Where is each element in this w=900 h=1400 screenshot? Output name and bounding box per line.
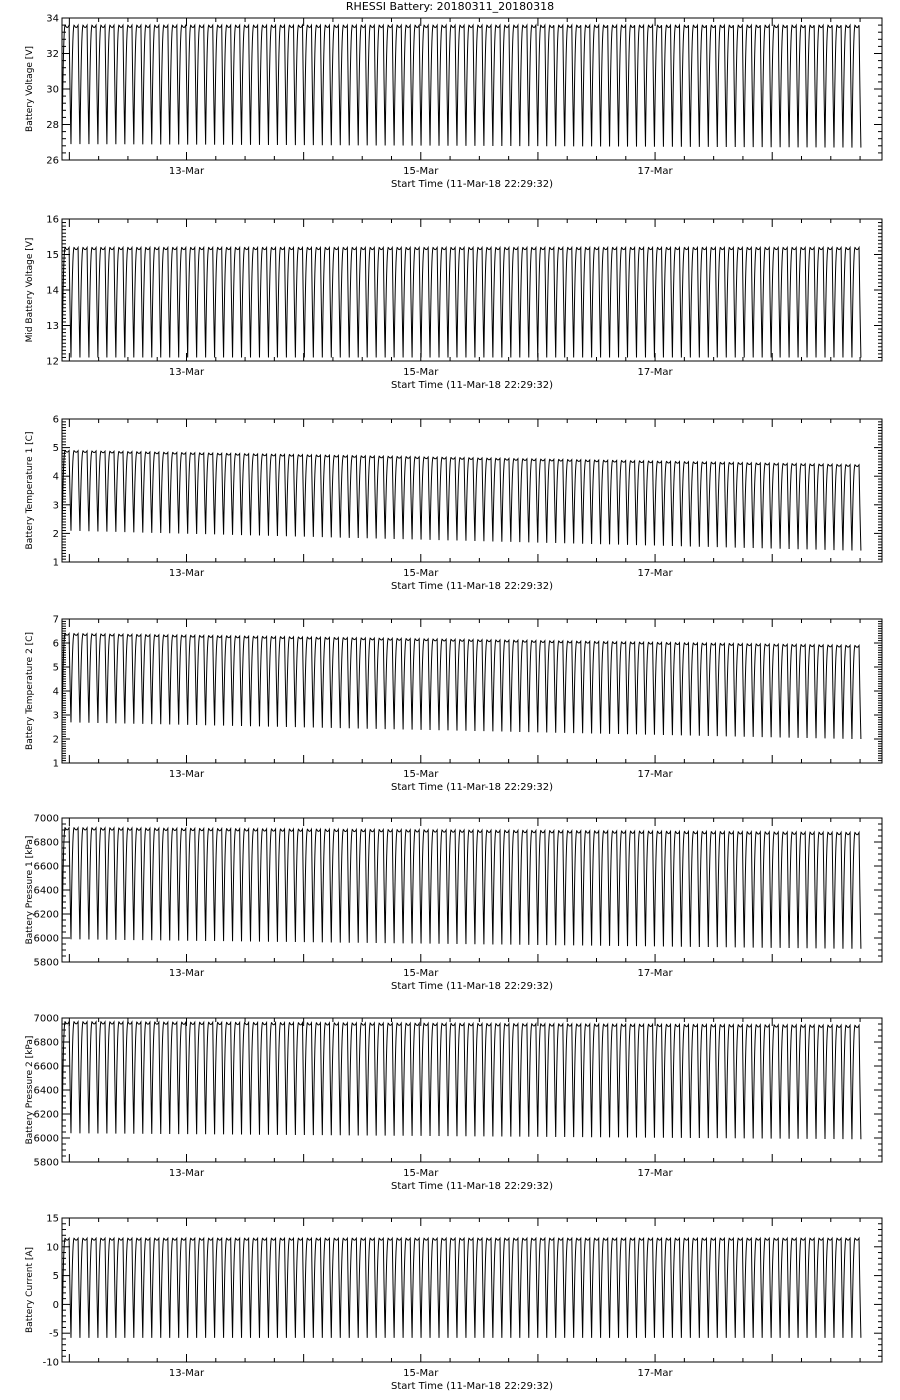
y-axis-label: Battery Current [A]: [25, 1246, 35, 1334]
x-tick-label: 13-Mar: [168, 568, 205, 579]
series-line: [62, 828, 861, 949]
y-tick-label: 34: [46, 13, 59, 25]
y-tick-label: 6200: [33, 909, 59, 921]
x-axis-label: Start Time (11-Mar-18 22:29:32): [390, 1181, 554, 1192]
x-tick-label: 13-Mar: [168, 968, 205, 979]
y-axis-label: Mid Battery Voltage [V]: [25, 237, 35, 343]
y-tick-label: 7000: [33, 1013, 59, 1025]
x-tick-label: 15-Mar: [403, 166, 439, 177]
x-tick-label: 15-Mar: [403, 568, 439, 579]
x-axis-label: Start Time (11-Mar-18 22:29:32): [390, 380, 554, 391]
x-tick-label: 15-Mar: [403, 968, 439, 979]
y-tick-label: 7: [52, 614, 59, 626]
x-tick-label: 17-Mar: [637, 1368, 673, 1379]
x-tick-label: 15-Mar: [403, 1368, 439, 1379]
x-axis-label: Start Time (11-Mar-18 22:29:32): [390, 581, 554, 592]
y-tick-label: 14: [46, 285, 59, 297]
x-axis-label: Start Time (11-Mar-18 22:29:32): [390, 1381, 554, 1392]
y-tick-label: 15: [46, 250, 59, 261]
y-tick-label: 6: [52, 638, 59, 650]
x-tick-label: 17-Mar: [637, 367, 673, 378]
y-tick-label: 2: [52, 734, 59, 746]
series-line: [62, 248, 861, 358]
y-tick-label: 5: [52, 1271, 59, 1283]
plot-frame: [62, 1018, 882, 1162]
y-tick-label: 1: [52, 557, 59, 569]
y-tick-label: 6600: [33, 861, 59, 873]
x-tick-label: 17-Mar: [637, 968, 673, 979]
x-tick-label: 15-Mar: [403, 769, 439, 780]
y-tick-label: 0: [52, 1299, 59, 1311]
x-tick-label: 13-Mar: [168, 769, 205, 780]
x-tick-label: 17-Mar: [637, 568, 673, 579]
plot-frame: [62, 818, 882, 962]
y-tick-label: 2: [52, 528, 59, 540]
x-axis-label: Start Time (11-Mar-18 22:29:32): [390, 981, 554, 992]
x-axis-label: Start Time (11-Mar-18 22:29:32): [390, 179, 554, 190]
series-line: [62, 1238, 861, 1338]
y-tick-label: 6000: [33, 1133, 59, 1145]
x-tick-label: 13-Mar: [168, 367, 205, 378]
y-tick-label: -5: [49, 1328, 59, 1340]
y-tick-label: 1: [52, 758, 59, 770]
x-tick-label: 15-Mar: [403, 1168, 439, 1179]
y-tick-label: 6400: [33, 885, 59, 897]
x-tick-label: 13-Mar: [168, 1368, 205, 1379]
y-tick-label: 6: [52, 414, 59, 426]
y-axis-label: Battery Pressure 1 [kPa]: [25, 835, 35, 945]
x-tick-label: 17-Mar: [637, 769, 673, 780]
y-tick-label: 6600: [33, 1061, 59, 1073]
y-tick-label: 7000: [33, 813, 59, 825]
y-tick-label: 5800: [33, 957, 59, 969]
series-line: [62, 634, 861, 740]
y-tick-label: 6800: [33, 1037, 59, 1049]
series-line: [62, 1022, 861, 1139]
y-tick-label: 6200: [33, 1109, 59, 1121]
y-tick-label: 4: [52, 686, 59, 698]
series-line: [62, 451, 861, 551]
y-tick-label: -10: [42, 1357, 59, 1369]
y-tick-label: 32: [46, 49, 59, 60]
y-tick-label: 12: [46, 356, 59, 368]
y-tick-label: 13: [46, 321, 59, 332]
y-tick-label: 6000: [33, 933, 59, 945]
plot-frame: [62, 219, 882, 361]
y-tick-label: 10: [46, 1242, 59, 1254]
y-tick-label: 28: [46, 120, 59, 131]
y-tick-label: 4: [52, 471, 59, 483]
y-axis-label: Battery Pressure 2 [kPa]: [25, 1035, 35, 1145]
y-tick-label: 5: [52, 662, 59, 674]
y-tick-label: 16: [46, 214, 59, 226]
plot-frame: [62, 18, 882, 160]
y-axis-label: Battery Temperature 2 [C]: [25, 632, 35, 750]
plot-frame: [62, 419, 882, 562]
y-axis-label: Battery Temperature 1 [C]: [25, 431, 35, 550]
x-axis-label: Start Time (11-Mar-18 22:29:32): [390, 782, 554, 793]
y-tick-label: 6400: [33, 1085, 59, 1097]
y-axis-label: Battery Voltage [V]: [25, 46, 35, 132]
y-tick-label: 5: [52, 443, 59, 455]
x-tick-label: 17-Mar: [637, 1168, 673, 1179]
y-tick-label: 5800: [33, 1157, 59, 1169]
y-tick-label: 3: [52, 710, 59, 722]
y-tick-label: 26: [46, 155, 59, 167]
y-tick-label: 3: [52, 500, 59, 512]
chart-title: RHESSI Battery: 20180311_20180318: [345, 0, 555, 13]
x-tick-label: 13-Mar: [168, 1168, 205, 1179]
series-line: [62, 25, 861, 147]
y-tick-label: 6800: [33, 837, 59, 849]
y-tick-label: 30: [46, 84, 59, 96]
x-tick-label: 13-Mar: [168, 166, 205, 177]
x-tick-label: 15-Mar: [403, 367, 439, 378]
y-tick-label: 15: [46, 1213, 59, 1225]
x-tick-label: 17-Mar: [637, 166, 673, 177]
